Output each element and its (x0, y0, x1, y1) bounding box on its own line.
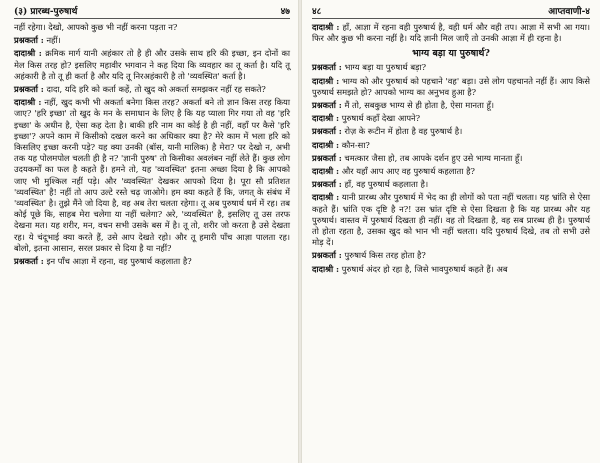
paragraph (312, 22, 590, 44)
speaker-label: प्रश्नकर्ता : (14, 256, 44, 267)
paragraph-text: नहीं, खुद कभी भी अकर्ता बनेगा किस तरह? अकर्ता बने तो ज्ञान किस तरह किया जाए? 'हरि इच्छा' तो खुद के मन के समाधान के लिए है कि यह प्याला गिर गया तो वह 'हरि इच्छा' के अधीन है, ऐसा कह देता है। बाकी हरि नाम का कोई है ही नहीं, वहाँ पर कैसे 'हरि इच्छा'? अपने काम में किसीको दखल करने का अधिकार क्या है? मेरे काम में भला हरि को किसलिए इच्छा करनी पड़े? यह क्या उनकी (बॉस, यानी मालिक) है मेरा? पर देखो न, अभी तक यह पोलमपोल चलती ही है न? 'ज्ञानी पुरुष' तो किसीका अवलंबन नहीं लेते हैं। कुछ लोग उदयकर्मों का फल है कहते हैं। हमने तो, यह 'व्यवस्थित' इतना अच्छा दिया है कि आपको जाए भी मुश्किल नहीं पड़े। और 'व्यवस्थित' देखकर आपको दिया है। पूरा सौ प्रतिशत 'व्यवस्थित' है! नहीं तो आप उल्टे रस्ते चढ़ जाओगे। हम क्या कहते हैं कि, जगत् के संबंध में 'व्यवस्थित' है। तुझे मैंने जो दिया है, वह अब तेरा चलता रहेगा। तू अब पुरुषार्थ धर्म में रह। तब कोई पूछे कि, साहब मेरा चलेगा या नहीं चलेगा? अरे, 'व्यवस्थित' है, इसलिए तू उस तरफ देखना मत। यह शरीर, मन, वचन सभी उसके बस में है। तू तो, शरीर जो करता है उसे देखता रह। ये चंदूभाई क्या करते हैं, उसे आप देखते रहो। और तू हमारी पाँच आज्ञा पालता रह। बोलो, इतना आसान, सरल प्रकार से दिया है या नहीं? (14, 97, 290, 253)
paragraph-text: नहीं। (46, 35, 61, 46)
speaker-label: दादाश्री : (312, 263, 340, 274)
paragraph-text: और यहाँ आप आए वह पुरुषार्थ कहलाता है? (341, 166, 475, 177)
right-page-intro (312, 22, 590, 44)
speaker-label: प्रश्नकर्ता : (14, 84, 44, 95)
paragraph-text: रोज़ के रूटीन में होता है वह पुरुषार्थ है। (344, 126, 463, 137)
paragraph-text: यानी प्रारब्ध और पुरुषार्थ में भेद का ही लोगों को पता नहीं चलता। यह भ्रांति से ऐसा कहते हैं। भ्रांति एक दृष्टि है न?! उस भ्रांत दृष्टि से ऐसा दिखता है कि यह प्रारब्ध और यह पुरुषार्थ। वास्तव में पुरुषार्थ दिखता ही नहीं। वह तो दिखता है, वह सब प्रारब्ध ही है। पुरुषार्थ तो होता रहता है, उसका खुद को भान भी नहीं चलता। यदि पुरुषार्थ दिखे, तब तो सभी उसे मोड़ दें। (312, 192, 591, 248)
paragraph (312, 179, 590, 190)
speaker-label: प्रश्नकर्ता : (312, 250, 342, 261)
paragraph-text: कौन-सा? (341, 139, 370, 150)
paragraph-text: हाँ, आज्ञा में रहना वही पुरुषार्थ है, वही धर्म और वही तप। आज्ञा में सभी आ गया। फिर और कुछ भी करना नहीं है। यदि ज्ञानी मिल जाएँ तो उनकी आज्ञा में ही रहना है। (312, 22, 591, 44)
paragraph-text: क्रमिक मार्ग यानी अहंकार तो है ही और उसके साथ हरि की इच्छा, इन दोनों का मेल किस तरह हो? इसलिए महावीर भगवान ने कह दिया कि व्यवहार का तू कर्ता है। यदि तू अहंकारी है तो तू ही कर्ता है और यदि तू निरअहंकारी है तो 'व्यवस्थित' कर्ता है। (14, 48, 290, 81)
speaker-label: दादाश्री : (312, 22, 340, 32)
page-number: ४८ (312, 7, 322, 17)
paragraph (14, 48, 290, 82)
paragraph-text: दादा, यदि हरि को कर्ता कहें, तो खुद को अकर्ता समझकर नहीं रह सकते? (46, 84, 266, 95)
section-title: भाग्य बड़ा या पुरुषार्थ? (412, 48, 490, 60)
paragraph (14, 22, 290, 33)
speaker-label: दादाश्री : (312, 139, 340, 150)
speaker-label: प्रश्नकर्ता : (312, 152, 342, 163)
paragraph-text: चमत्कार जैसा हो, तब आपके दर्शन हुए उसे भाग्य मानता हूँ। (344, 152, 523, 163)
paragraph-text: भाग्य को और पुरुषार्थ को पहचाने 'वह' बड़ा। उसे लोग पहचानते नहीं हैं। आप किसे पुरुषार्थ समझते हो? आपको भाग्य का अनुभव हुआ है? (312, 75, 591, 97)
paragraph (312, 76, 590, 98)
paragraph (312, 153, 590, 164)
paragraph (312, 126, 590, 137)
paragraph-text: नहीं रहेगा। देखो, आपको कुछ भी नहीं करना पड़ता न? (14, 22, 178, 32)
speaker-label: प्रश्नकर्ता : (312, 62, 342, 73)
paragraph (312, 264, 590, 275)
speaker-label: दादाश्री : (312, 166, 340, 177)
paragraph (312, 250, 590, 261)
paragraph-text: पुरुषार्थ अंदर हो रहा है, जिसे भावपुरुषार्थ कहते हैं। अब (341, 263, 508, 274)
speaker-label: दादाश्री : (312, 75, 340, 86)
speaker-label: दादाश्री : (14, 97, 42, 108)
book-title: आप्तवाणी-४ (548, 7, 590, 17)
page-number: ४७ (280, 7, 290, 17)
speaker-label: प्रश्नकर्ता : (312, 179, 342, 190)
paragraph (312, 113, 590, 124)
speaker-label: प्रश्नकर्ता : (312, 126, 342, 137)
speaker-label: दादाश्री : (312, 192, 340, 203)
speaker-label: दादाश्री : (312, 113, 340, 124)
left-page (0, 0, 298, 463)
paragraph-text: पुरुषार्थ कहाँ देखा आपने? (341, 113, 421, 124)
right-page-body (312, 62, 590, 274)
paragraph (312, 62, 590, 73)
left-page-body (14, 22, 290, 267)
paragraph (14, 35, 290, 46)
right-page (302, 0, 600, 463)
paragraph (312, 192, 590, 248)
paragraph (312, 100, 590, 111)
chapter-title: (३) प्रारब्ध-पुरुषार्थ (14, 7, 78, 17)
paragraph (312, 140, 590, 151)
left-page-header (14, 4, 290, 19)
speaker-label: प्रश्नकर्ता : (312, 100, 342, 111)
paragraph (14, 97, 290, 254)
paragraph-text: हाँ, वह पुरुषार्थ कहलाता है। (344, 179, 429, 190)
paragraph (312, 166, 590, 177)
paragraph-text: पुरुषार्थ किस तरह होता है? (344, 250, 426, 261)
paragraph (14, 256, 290, 267)
right-page-header (312, 4, 590, 19)
speaker-label: दादाश्री : (14, 48, 42, 59)
paragraph-text: भाग्य बड़ा या पुरुषार्थ बड़ा? (344, 62, 427, 73)
paragraph (14, 84, 290, 95)
paragraph-text: मैं तो, सबकुछ भाग्य से ही होता है, ऐसा मानता हूँ। (344, 100, 495, 111)
speaker-label: प्रश्नकर्ता : (14, 35, 44, 46)
paragraph-text: इन पाँच आज्ञा में रहना, वह पुरुषार्थ कहलाता है? (46, 256, 192, 267)
